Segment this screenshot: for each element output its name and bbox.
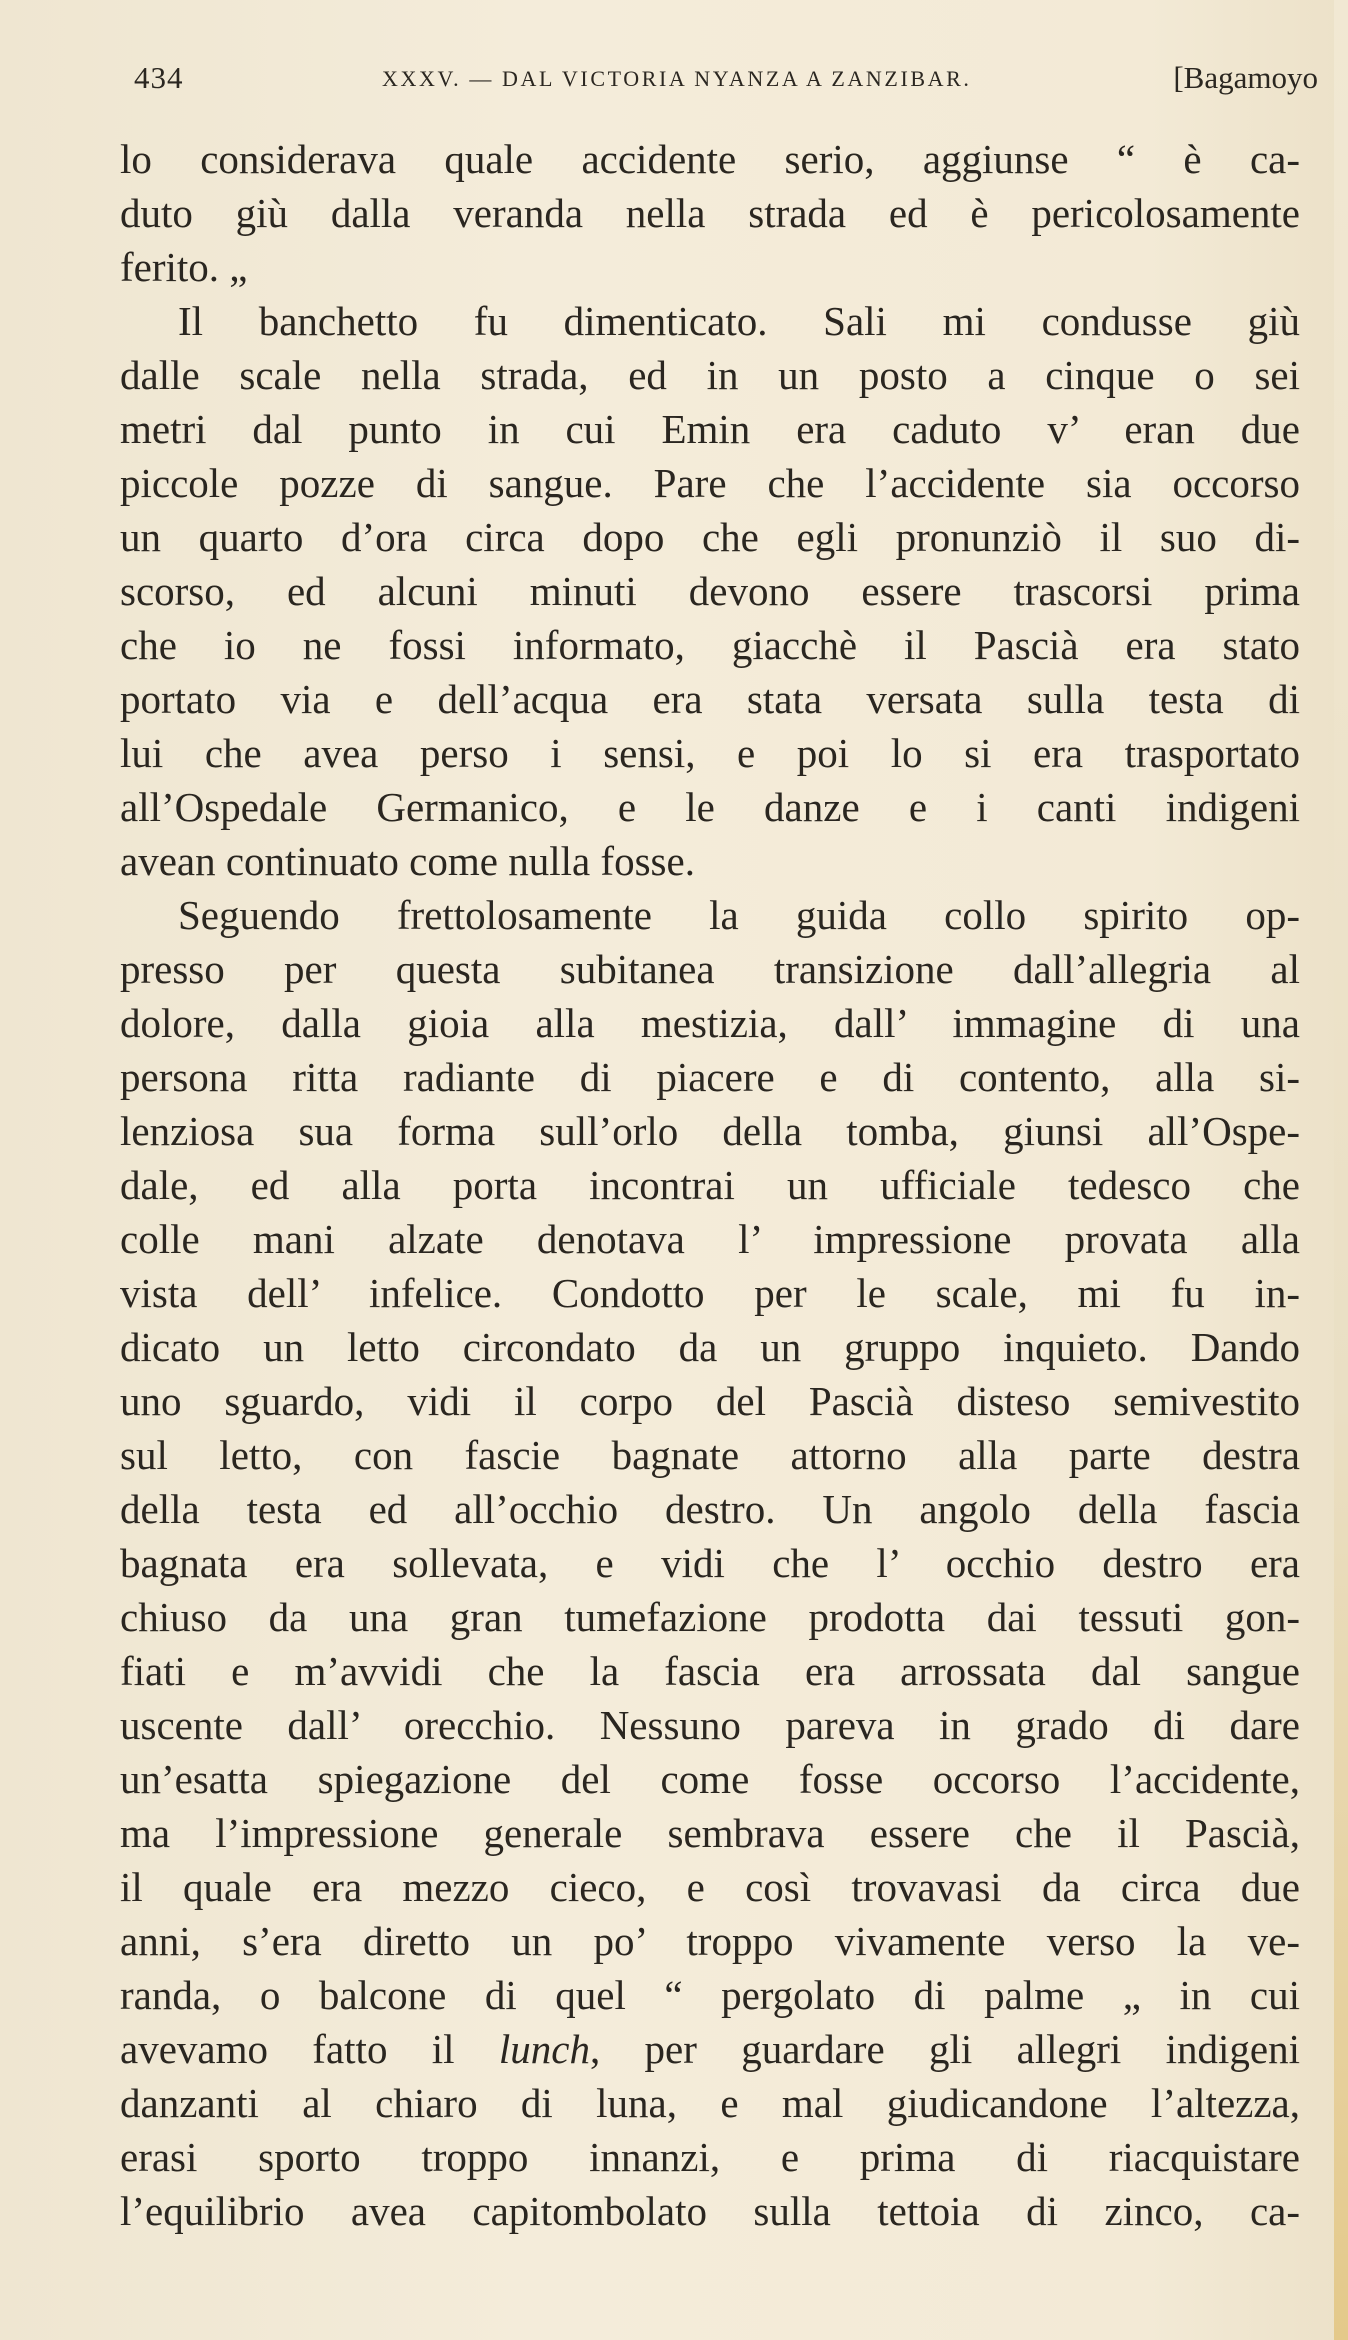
text-line: bagnata era sollevata, e vidi che l’ occhio destro era	[120, 1540, 1300, 1586]
text-line: l’equilibrio avea capitombolato sulla tettoia di zinco, ca-	[120, 2188, 1300, 2234]
text-line: il quale era mezzo cieco, e così trovavasi da circa due	[120, 1864, 1300, 1910]
text-line: metri dal punto in cui Emin era caduto v’ eran due	[120, 406, 1300, 452]
text-line: lui che avea perso i sensi, e poi lo si era trasportato	[120, 730, 1300, 776]
text-line: piccole pozze di sangue. Pare che l’accidente sia occorso	[120, 460, 1300, 506]
text-line: danzanti al chiaro di luna, e mal giudicandone l’altezza,	[120, 2080, 1300, 2126]
italic-word: lunch	[498, 2026, 590, 2072]
text-line: avean continuato come nulla fosse.	[120, 838, 695, 884]
text-line: duto giù dalla veranda nella strada ed è pericolosamente	[120, 190, 1300, 236]
text-line: erasi sporto troppo innanzi, e prima di riacquistare	[120, 2134, 1300, 2180]
text-line: anni, s’era diretto un po’ troppo vivamente verso la ve-	[120, 1918, 1300, 1964]
text-line: dolore, dalla gioia alla mestizia, dall’ immagine di una	[120, 1000, 1300, 1046]
text-line	[120, 2022, 1300, 2076]
text-line: che io ne fossi informato, giacchè il Pascià era stato	[120, 622, 1300, 668]
text-line: Seguendo frettolosamente la guida collo spirito op-	[178, 892, 1300, 938]
running-header	[134, 60, 1318, 104]
running-title: XXXV. — DAL VICTORIA NYANZA A ZANZIBAR.	[382, 66, 972, 91]
text-line: lenziosa sua forma sull’orlo della tomba, giunsi all’Ospe-	[120, 1108, 1300, 1154]
text-line: randa, o balcone di quel “ pergolato di palme „ in cui	[120, 1972, 1300, 2018]
text-line: Il banchetto fu dimenticato. Sali mi condusse giù	[178, 298, 1300, 344]
text-line: dale, ed alla porta incontrai un ufficiale tedesco che	[120, 1162, 1300, 1208]
text-line: ma l’impressione generale sembrava essere che il Pascià,	[120, 1810, 1300, 1856]
text-line: chiuso da una gran tumefazione prodotta dai tessuti gon-	[120, 1594, 1300, 1640]
text-line: fiati e m’avvidi che la fascia era arrossata dal sangue	[120, 1648, 1300, 1694]
text-line: persona ritta radiante di piacere e di contento, alla si-	[120, 1054, 1300, 1100]
text-line: dalle scale nella strada, ed in un posto a cinque o sei	[120, 352, 1300, 398]
text-line: portato via e dell’acqua era stata versata sulla testa di	[120, 676, 1300, 722]
section-marker: [Bagamoyo	[1173, 60, 1318, 95]
text-segment: , per guardare gli allegri indigeni	[589, 2026, 1300, 2072]
text-line: lo considerava quale accidente serio, aggiunse “ è ca-	[120, 136, 1300, 182]
text-line: presso per questa subitanea transizione dall’allegria al	[120, 946, 1300, 992]
text-line: uscente dall’ orecchio. Nessuno pareva in grado di dare	[120, 1702, 1300, 1748]
text-line: uno sguardo, vidi il corpo del Pascià disteso semivestito	[120, 1378, 1300, 1424]
text-line: vista dell’ infelice. Condotto per le scale, mi fu in-	[120, 1270, 1300, 1316]
body-text	[120, 132, 1300, 2238]
text-line: un’esatta spiegazione del come fosse occorso l’accidente,	[120, 1756, 1300, 1802]
text-line: della testa ed all’occhio destro. Un angolo della fascia	[120, 1486, 1300, 1532]
page-edge	[1334, 0, 1348, 2340]
text-line: scorso, ed alcuni minuti devono essere trascorsi prima	[120, 568, 1300, 614]
text-line: colle mani alzate denotava l’ impressione provata alla	[120, 1216, 1300, 1262]
text-line: all’Ospedale Germanico, e le danze e i canti indigeni	[120, 784, 1300, 830]
text-line: dicato un letto circondato da un gruppo inquieto. Dando	[120, 1324, 1300, 1370]
text-segment: avevamo fatto il	[120, 2026, 499, 2072]
text-line: sul letto, con fascie bagnate attorno alla parte destra	[120, 1432, 1300, 1478]
page-number: 434	[134, 60, 184, 95]
text-line: un quarto d’ora circa dopo che egli pronunziò il suo di-	[120, 514, 1300, 560]
text-line: ferito. „	[120, 244, 248, 290]
